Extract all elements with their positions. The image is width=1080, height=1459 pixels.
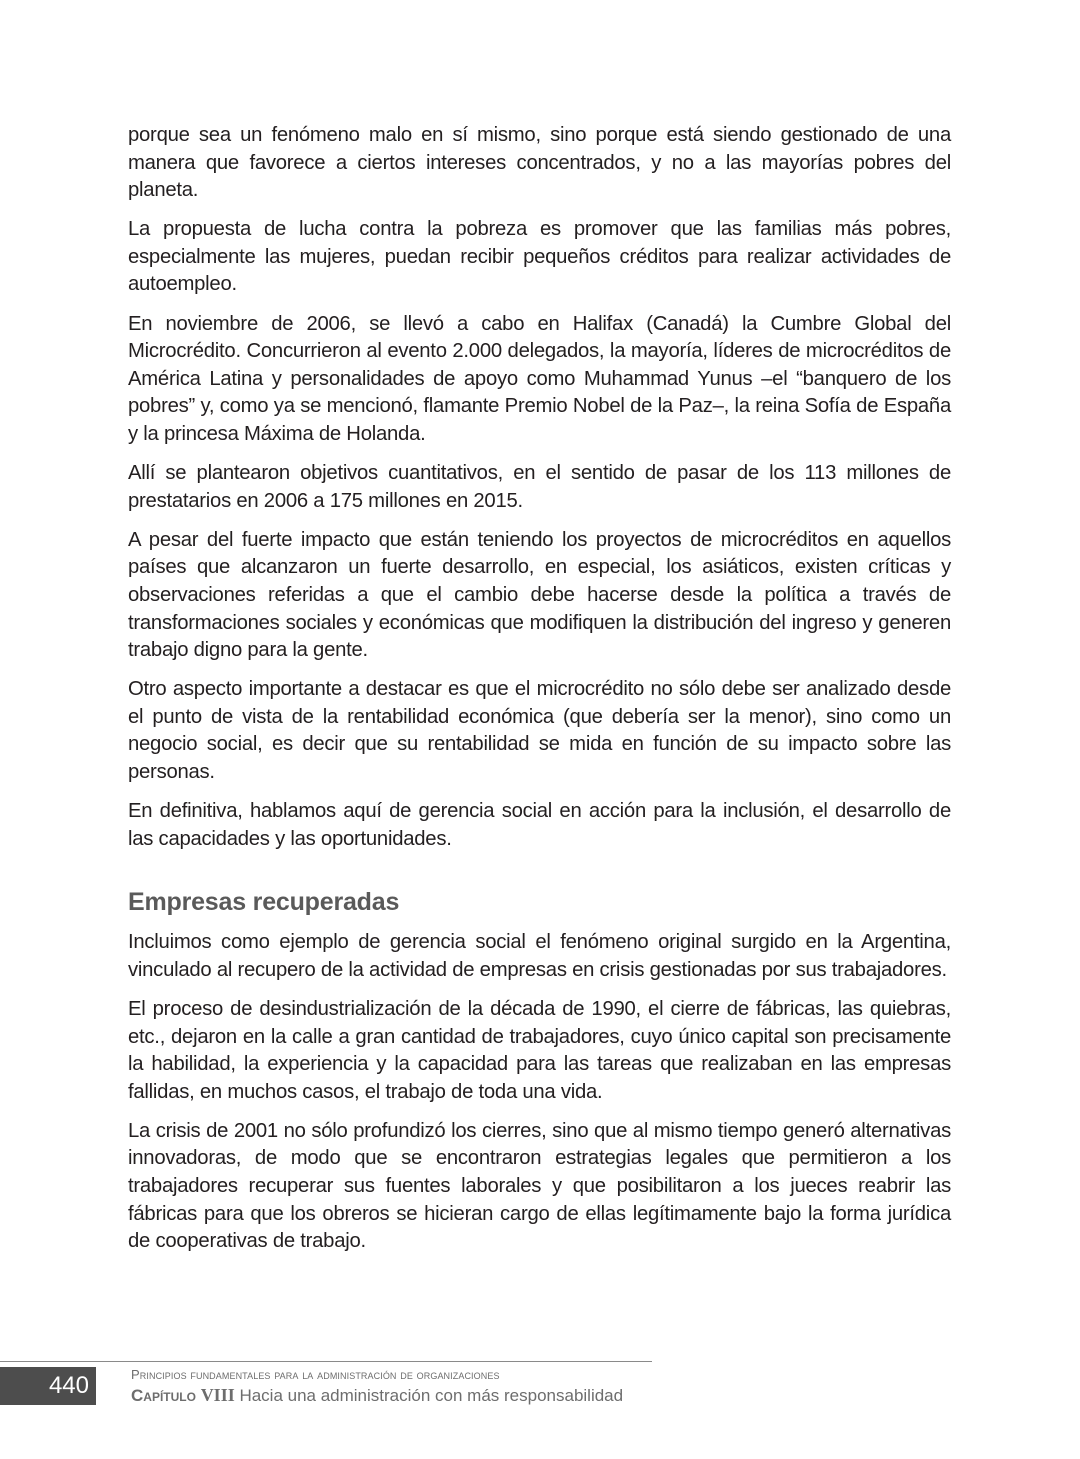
page-body [128,122,951,1267]
body-paragraph: porque sea un fenómeno malo en sí mismo, sino porque está siendo gestionado de una manera que favorece a ciertos intereses concentrados, y no a las mayorías pobres del planeta. [128,124,951,202]
body-paragraph: La crisis de 2001 no sólo profundizó los cierres, sino que al mismo tiempo generó alternativas innovadoras, de modo que se encontraron estrategias legales que permitieron a los trabajadores recuperar sus fuentes laborales y que posibilitaron a los jueces reabrir las fábricas para que los obreros se hicieran cargo de ellas legítimamente bajo la forma jurídica de cooperativas de trabajo. [128,1119,951,1253]
section-heading: Empresas recuperadas [128,888,400,917]
footer-divider [0,1361,652,1362]
body-paragraph: A pesar del fuerte impacto que están teniendo los proyectos de microcréditos en aquellos países que alcanzaron un fuerte desarrollo, en especial, los asiáticos, existen críticas y observaciones referidas a que el cambio debe hacerse desde la política a través de transformaciones sociales y económicas que modifiquen la distribución del ingreso y generen trabajo digno para la gente. [128,528,951,662]
chapter-line [131,1384,623,1407]
body-paragraph: En definitiva, hablamos aquí de gerencia social en acción para la inclusión, el desarrollo de las capacidades y las oportunidades. [128,800,951,850]
body-paragraph: La propuesta de lucha contra la pobreza es promover que las familias más pobres, especialmente las mujeres, puedan recibir pequeños créditos para realizar actividades de autoempleo. [128,218,951,296]
body-paragraph: En noviembre de 2006, se llevó a cabo en Halifax (Canadá) la Cumbre Global del Microcrédito. Concurrieron al evento 2.000 delegados, la mayoría, líderes de microcréditos de América Latina y personalidades de apoyo como Muhammad Yunus –el “banquero de los pobres” y, como ya se mencionó, flamante Premio Nobel de la Paz–, la reina Sofía de España y la princesa Máxima de Holanda. [128,312,951,445]
body-paragraph: El proceso de desindustrialización de la década de 1990, el cierre de fábricas, las quiebras, etc., dejaron en la calle a gran cantidad de trabajadores, cuyo único capital son precisamente la habilidad, la experiencia y la capacidad para las tareas que realizaban en las empresas fallidas, en muchos casos, el trabajo de toda una vida. [128,997,951,1103]
body-paragraph: Incluimos como ejemplo de gerencia social el fenómeno original surgido en la Argentina, vinculado al recupero de la actividad de empresas en crisis gestionadas por sus trabajadores. [128,931,951,981]
page-number: 440 [0,1367,96,1405]
running-footer [131,1366,623,1407]
chapter-title: Hacia una administración con más responsabilidad [239,1386,624,1405]
body-paragraph: Otro aspecto importante a destacar es que el microcrédito no sólo debe ser analizado desde el punto de vista de la rentabilidad económica (que debería ser la menor), sino como un negocio social, es decir que su rentabilidad se mida en función de su impacto sobre las personas. [128,678,951,783]
book-title: Principios fundamentales para la administración de organizaciones [131,1367,500,1382]
chapter-label: Capítulo [131,1386,196,1405]
body-paragraph: Allí se plantearon objetivos cuantitativos, en el sentido de pasar de los 113 millones de prestatarios en 2006 a 175 millones en 2015. [128,462,951,512]
chapter-number: VIII [200,1385,235,1405]
